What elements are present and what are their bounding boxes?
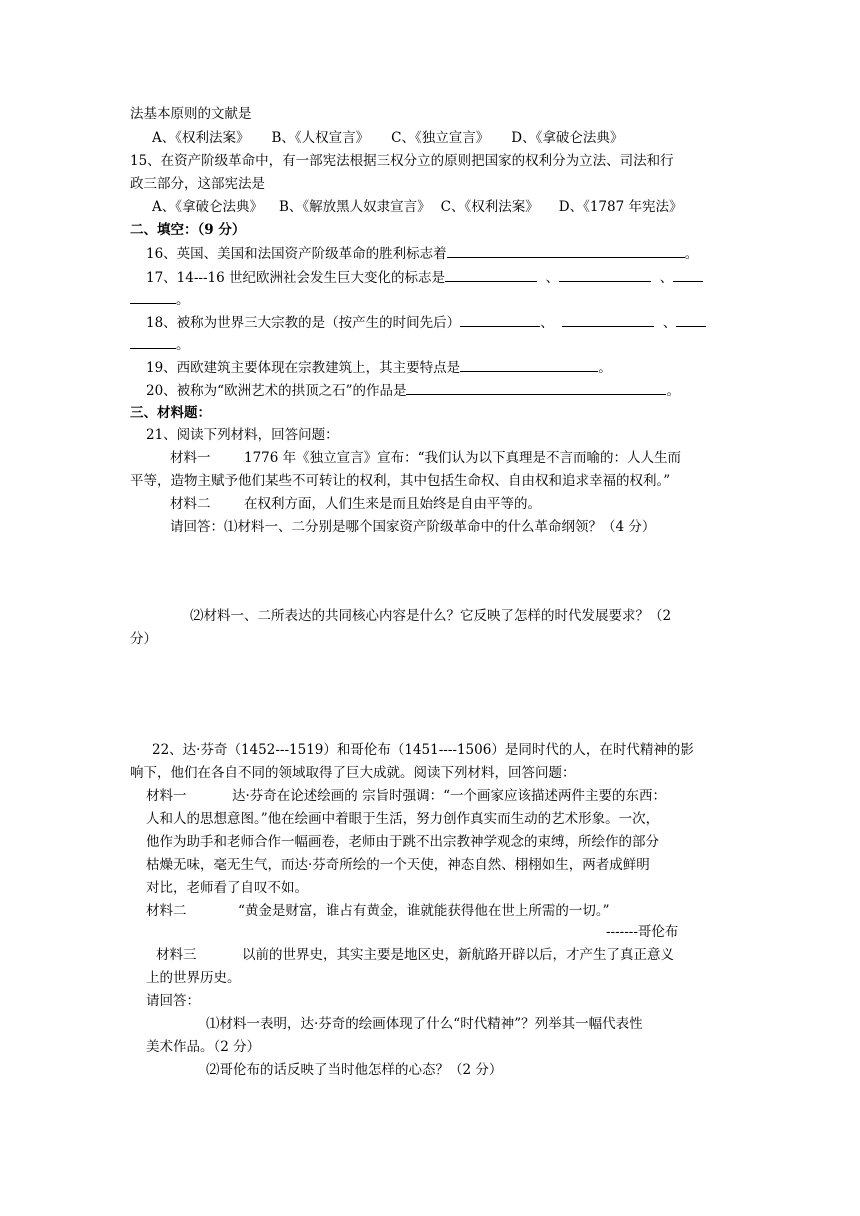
q15-stem-line1: 15、在资产阶级革命中，有一部宪法根据三权分立的原则把国家的权利分为立法、司法和行 (130, 153, 674, 169)
q19-answer-blank[interactable] (460, 357, 598, 372)
q18-sep-1: 、 (540, 315, 554, 331)
q17-blank-1[interactable] (445, 267, 537, 282)
q14-option-c[interactable]: C、《独立宣言》 (391, 130, 490, 146)
q14-stem-continued: 法基本原则的文献是 (130, 106, 252, 122)
q17-line1 (146, 267, 703, 288)
q21-material1-label: 材料一 (170, 450, 211, 466)
q15-option-a[interactable]: A、《拿破仑法典》 (152, 199, 263, 215)
q17-blank-2[interactable] (559, 267, 651, 282)
q22-material3-line2: 上的世界历史。 (146, 970, 241, 986)
q22-intro-line1: 22、达·芬奇（1452---1519）和哥伦布（1451----1506）是同时代的人，在时代精神的影 (152, 742, 694, 758)
q21-material1-line2: 平等，造物主赋予他们某些不可转让的权利，其中包括生命权、自由权和追求幸福的权利。” (130, 473, 671, 489)
q22-question1-line1: ⑴材料一表明，达·芬奇的绘画体现了什么“时代精神”？列举其一幅代表性 (206, 1016, 643, 1032)
q18-blank-1[interactable] (460, 312, 540, 327)
q15-option-b[interactable]: B、《解放黑人奴隶宣言》 (279, 199, 431, 215)
q21-question2-line1: ⑵材料一、二所表达的共同核心内容是什么？它反映了怎样的时代发展要求？（2 (190, 608, 672, 624)
q17-sep-1: 、 (545, 270, 560, 286)
section3-heading: 三、材料题： (130, 405, 211, 421)
q14-option-a[interactable]: A、《权利法案》 (152, 130, 250, 146)
q18-text: 18、被称为世界三大宗教的是（按产生的时间先后） (146, 315, 461, 331)
q22-material2-label: 材料二 (146, 903, 187, 919)
q22-material1-line5: 对比，老师看了自叹不如。 (146, 880, 308, 896)
q17-blank-3[interactable] (673, 267, 703, 282)
q22-material1-line4: 枯燥无味，毫无生气，而达·芬奇所绘的一个天使，神态自然、栩栩如生，两者成鲜明 (146, 857, 650, 873)
q20 (146, 380, 680, 401)
q19 (146, 357, 612, 378)
q22-material1-line3: 他作为助手和老师合作一幅画卷，老师由于跳不出宗教神学观念的束缚，所绘作的部分 (146, 834, 659, 850)
q19-text: 19、西欧建筑主要体现在宗教建筑上，其主要特点是 (146, 360, 461, 376)
q22-material3-line1 (156, 945, 674, 965)
q22-question2: ⑵哥伦布的话反映了当时他怎样的心态？（2 分） (206, 1062, 503, 1078)
q16-end: 。 (684, 246, 699, 262)
section2-heading: 二、填空：（9 分） (130, 222, 246, 238)
q21-material1-line1 (170, 448, 681, 468)
q21-material2-text: 在权利方面，人们生来是而且始终是自由平等的。 (244, 496, 541, 512)
q19-end: 。 (598, 360, 612, 376)
q22-intro-line2: 响下，他们在各自不同的领域取得了巨大成就。阅读下列材料，回答问题： (130, 765, 576, 781)
q14-options (152, 128, 623, 148)
q22-question1-line2: 美术作品。（2 分） (146, 1039, 261, 1055)
q20-answer-blank[interactable] (406, 380, 666, 395)
q18-line1 (146, 312, 706, 333)
q22-material1-line2: 人和人的思想意图。”他在绘画中着眼于生活，努力创作真实而生动的艺术形象。一次， (146, 811, 660, 827)
q21-question2-line2: 分） (130, 631, 157, 647)
q21-intro: 21、阅读下列材料，回答问题： (146, 427, 339, 443)
q22-material3-text1: 以前的世界史，其实主要是地区史，新航路开辟以后，才产生了真正意义 (242, 947, 674, 963)
q16-text: 16、英国、美国和法国资产阶级革命的胜利标志着 (146, 246, 447, 262)
q22-material1-text1: 达·芬奇在论述绘画的 宗旨时强调：“一个画家应该描述两件主要的东西： (232, 788, 666, 804)
q17-sep-2: 、 (659, 270, 674, 286)
q21-question1: 请回答：⑴材料一、二分别是哪个国家资产阶级革命中的什么革命纲领？（4 分） (170, 519, 656, 535)
q15-option-c[interactable]: C、《权利法案》 (440, 199, 539, 215)
q15-options (152, 197, 683, 217)
q21-material2-label: 材料二 (170, 496, 211, 512)
q18-blank-2[interactable] (562, 312, 654, 327)
q17-end: 。 (176, 292, 190, 308)
q15-stem-line2: 政三部分，这部宪法是 (130, 176, 265, 192)
q18-blank-3-cont[interactable] (130, 334, 176, 349)
q18-sep-2: 、 (662, 315, 677, 331)
q22-material2-source: -------哥伦布 (606, 924, 679, 940)
q22-ask-label: 请回答： (146, 993, 200, 1009)
q16 (146, 243, 698, 264)
q20-text: 20、被称为“欧洲艺术的拱顶之石”的作品是 (146, 383, 407, 399)
q15-option-d[interactable]: D、《1787 年宪法》 (558, 199, 683, 215)
q14-option-d[interactable]: D、《拿破仑法典》 (511, 130, 624, 146)
q14-option-b[interactable]: B、《人权宣言》 (271, 130, 370, 146)
q22-material2 (146, 901, 610, 921)
q17-text: 17、14---16 世纪欧洲社会发生巨大变化的标志是 (146, 270, 446, 286)
q21-material1-text1: 1776 年《独立宣言》宣布：“我们认为以下真理是不言而喻的：人人生而 (244, 450, 682, 466)
q21-material2 (170, 494, 541, 514)
q17-blank-3-cont[interactable] (130, 289, 176, 304)
q17-line2 (130, 289, 190, 310)
q18-line2 (130, 334, 190, 355)
q18-end: 。 (176, 337, 190, 353)
q20-end: 。 (666, 383, 680, 399)
q18-blank-3[interactable] (676, 312, 706, 327)
q22-material3-label: 材料三 (156, 947, 197, 963)
q22-material2-text: “黄金是财富，谁占有黄金，谁就能获得他在世上所需的一切。” (238, 903, 610, 919)
q22-material1-line1 (146, 786, 666, 806)
q16-answer-blank[interactable] (447, 243, 685, 258)
q22-material1-label: 材料一 (146, 788, 187, 804)
